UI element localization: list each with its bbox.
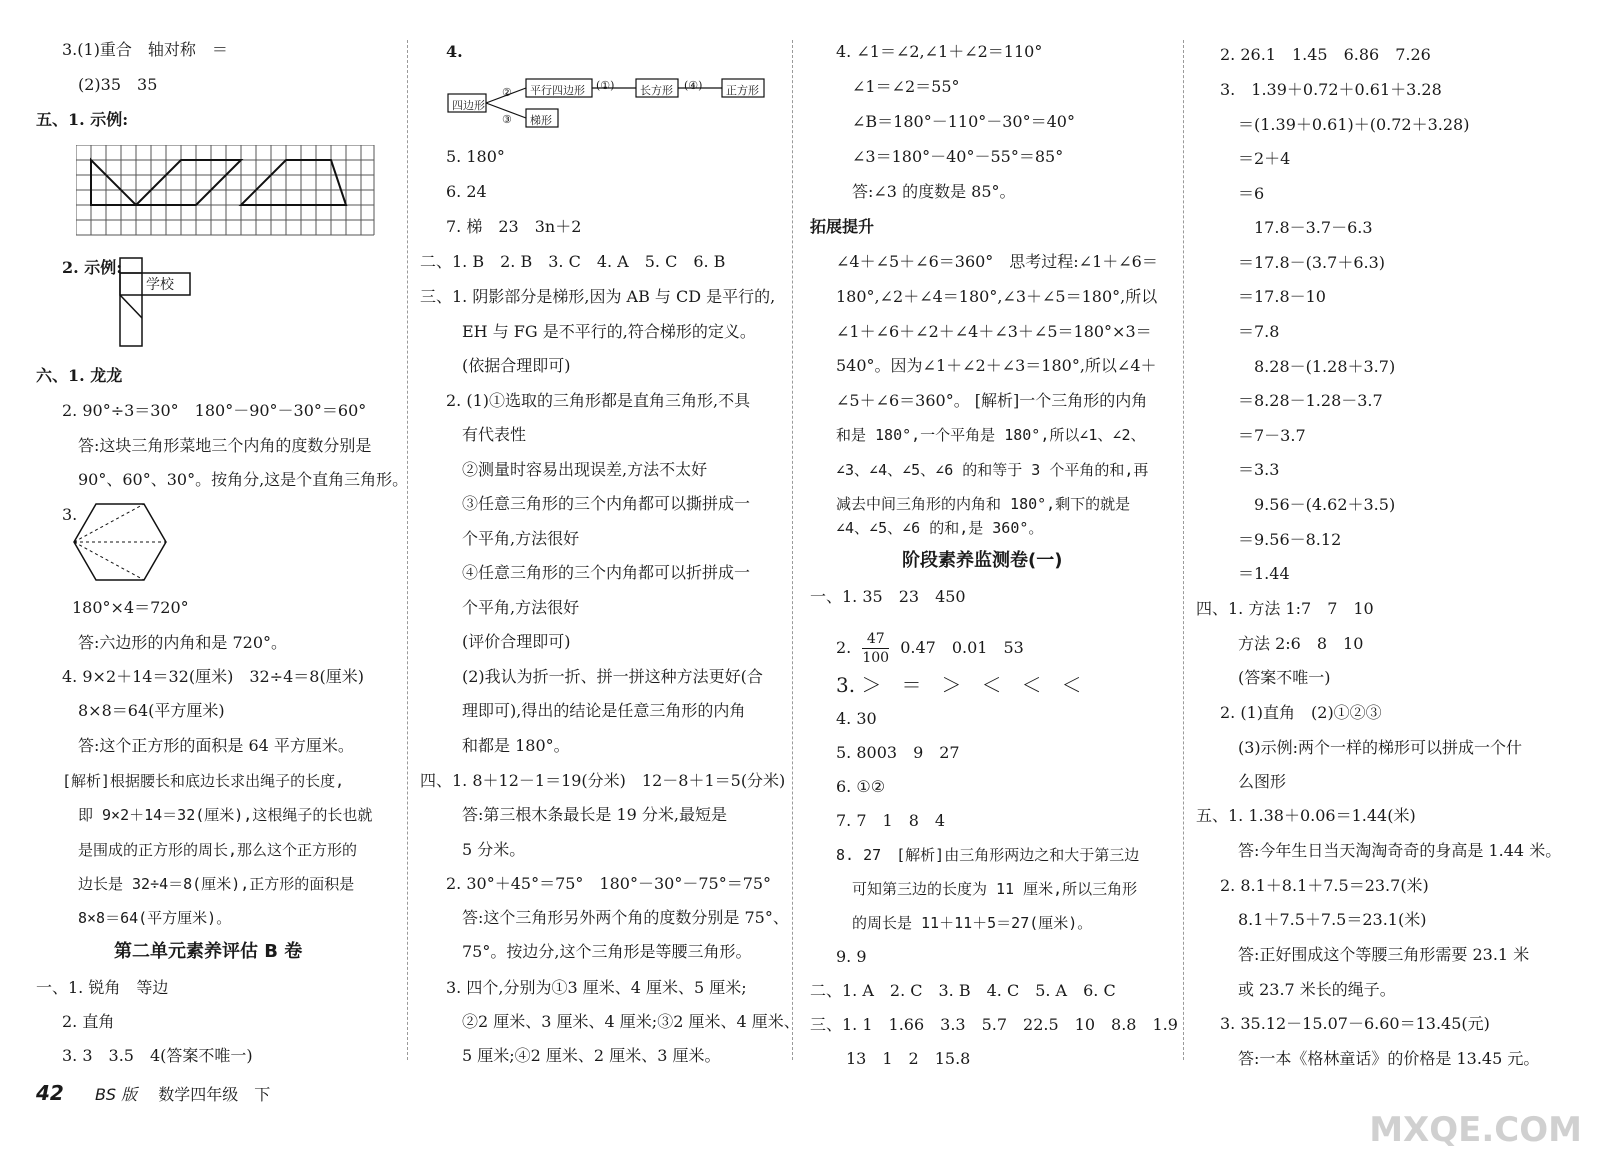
answer-line: 2. 8.1＋8.1＋7.5＝23.7(米)	[1220, 876, 1429, 895]
analysis-line: 8×8＝64(平方厘米)。	[78, 909, 232, 927]
analysis-line: ∠3、∠4、∠5、∠6 的和等于 3 个平角的和,再	[836, 461, 1149, 479]
answer-line: 或 23.7 米长的绳子。	[1238, 980, 1396, 999]
answer-line: ∠B＝180°－110°－30°＝40°	[852, 112, 1075, 131]
answer-line: ②2 厘米、3 厘米、4 厘米;③2 厘米、4 厘米、	[462, 1012, 800, 1031]
answer-line: 有代表性	[462, 425, 527, 444]
analysis-line: 减去中间三角形的内角和 180°,剩下的就是	[836, 495, 1131, 513]
answer-line: (3)示例:两个一样的梯形可以拼成一个什	[1238, 738, 1523, 757]
analysis-line: 边长是 32÷4＝8(厘米),正方形的面积是	[78, 875, 355, 893]
answer-line: 3. 四个,分别为①3 厘米、4 厘米、5 厘米;	[446, 978, 747, 997]
diagram-label: ③	[502, 113, 512, 126]
school-label: 学校	[146, 277, 174, 293]
answer-line: 8.1＋7.5＋7.5＝23.1(米)	[1238, 910, 1427, 929]
analysis-line: 的周长是 11＋11＋5＝27(厘米)。	[852, 914, 1093, 932]
answer-line: (2)我认为折一折、拼一拼这种方法更好(合	[462, 667, 763, 686]
answer-line: ＝17.8－(3.7＋6.3)	[1238, 253, 1386, 272]
answer-line: 2. 30°＋45°＝75° 180°－30°－75°＝75°	[446, 874, 772, 893]
answer-line: ∠1＝∠2＝55°	[852, 77, 960, 96]
diagram-label: 四边形	[452, 99, 485, 112]
answer-line: 2. 90°÷3＝30° 180°－90°－30°＝60°	[62, 401, 367, 420]
item-number: 2.	[836, 638, 852, 657]
analysis-line: 和是 180°,一个平角是 180°,所以∠1、∠2、	[836, 426, 1146, 444]
section-title: 第二单元素养评估 B 卷	[114, 941, 303, 962]
answer-line: 方法 2:6 8 10	[1238, 634, 1364, 653]
answer-line: 5 厘米;④2 厘米、2 厘米、3 厘米。	[462, 1046, 721, 1065]
answer-line: 3.(1)重合 轴对称 ＝	[62, 40, 228, 59]
answer-line: 3. 1.39＋0.72＋0.61＋3.28	[1220, 80, 1442, 99]
answer-line: 答:这个三角形另外两个角的度数分别是 75°、	[462, 908, 789, 927]
answer-line: ④任意三角形的三个内角都可以折拼成一	[462, 563, 751, 582]
answer-line: 90°、60°、30°。按角分,这是个直角三角形。	[78, 470, 409, 489]
grid-figure	[76, 145, 376, 237]
answer-line: ＝7.8	[1238, 322, 1280, 341]
answer-line	[836, 630, 1024, 667]
analysis-line: 可知第三边的长度为 11 厘米,所以三角形	[852, 880, 1138, 898]
answer-line: (2)35 35	[78, 75, 158, 94]
answer-line: 三、1. 阴影部分是梯形,因为 AB 与 CD 是平行的,	[420, 287, 776, 306]
answer-line: (依据合理即可)	[462, 356, 571, 375]
answer-line: 答:这个正方形的面积是 64 平方厘米。	[78, 736, 354, 755]
answer-line: ∠3＝180°－40°－55°＝85°	[852, 147, 1064, 166]
answer-line: 8×8＝64(平方厘米)	[78, 701, 225, 720]
section-line: 六、1. 龙龙	[36, 366, 123, 385]
answer-line: 一、1. 35 23 450	[810, 587, 966, 606]
section-line: 五、1. 示例:	[36, 110, 129, 129]
answer-line: ＝3.3	[1238, 460, 1280, 479]
diagram-label: 梯形	[530, 114, 552, 127]
answer-line: 4. 9×2＋14＝32(厘米) 32÷4＝8(厘米)	[62, 667, 364, 686]
answer-line: 180°×4＝720°	[72, 598, 189, 617]
answer-line: 答:正好围成这个等腰三角形需要 23.1 米	[1238, 945, 1530, 964]
answer-line: ＝(1.39＋0.61)＋(0.72＋3.28)	[1238, 115, 1470, 134]
section-heading: 拓展提升	[810, 217, 875, 236]
answer-line: 3.	[62, 505, 78, 524]
answer-line: 3. 3 3.5 4(答案不唯一)	[62, 1046, 253, 1065]
answer-line: 6. ①②	[836, 777, 886, 796]
answer-line: (答案不唯一)	[1238, 668, 1331, 687]
answer-line: 3. ＞ ＝ ＞ ＜ ＜ ＜	[836, 673, 1082, 697]
answer-line: 答:这块三角形菜地三个内角的度数分别是	[78, 436, 372, 455]
answer-line: 四、1. 8＋12－1＝19(分米) 12－8＋1＝5(分米)	[420, 771, 786, 790]
answer-line: 540°。因为∠1＋∠2＋∠3＝180°,所以∠4＋	[836, 356, 1157, 375]
answer-line: 17.8－3.7－6.3	[1254, 218, 1373, 237]
analysis-line: [解析]根据腰长和底边长求出绳子的长度,	[62, 772, 345, 790]
answer-line: 4. ∠1＝∠2,∠1＋∠2＝110°	[836, 42, 1043, 61]
subject-label: 数学四年级 下	[158, 1085, 271, 1104]
answer-values: 0.47 0.01 53	[900, 638, 1024, 657]
diagram-label: (①)	[596, 79, 615, 92]
answer-line: ＝6	[1238, 184, 1265, 203]
fraction	[862, 630, 889, 667]
analysis-line: 即 9×2＋14＝32(厘米),这根绳子的长也就	[78, 806, 373, 824]
answer-line: 7. 7 1 8 4	[836, 811, 946, 830]
diagram-label: 长方形	[640, 84, 673, 97]
answer-line: 2. (1)①选取的三角形都是直角三角形,不具	[446, 391, 751, 410]
answer-line: ③任意三角形的三个内角都可以撕拼成一	[462, 494, 751, 513]
answer-line: 4.	[446, 42, 463, 61]
page-number: 42	[36, 1081, 64, 1105]
watermark-logo: MXQE.COM	[1369, 1110, 1582, 1150]
answer-line: 一、1. 锐角 等边	[36, 978, 169, 997]
answer-line: 5. 180°	[446, 147, 505, 166]
fraction-denominator: 100	[862, 650, 890, 666]
answer-line: 二、1. A 2. C 3. B 4. C 5. A 6. C	[810, 981, 1116, 1000]
answer-line: 75°。按边分,这个三角形是等腰三角形。	[462, 942, 752, 961]
answer-line: ＝2＋4	[1238, 149, 1291, 168]
column-separator	[1183, 40, 1184, 1060]
answer-line: 2. 26.1 1.45 6.86 7.26	[1220, 45, 1431, 64]
answer-line: ＝8.28－1.28－3.7	[1238, 391, 1383, 410]
diagram-label: 平行四边形	[530, 84, 585, 97]
analysis-line: 是围成的正方形的周长,那么这个正方形的	[78, 841, 358, 859]
answer-line: 9. 9	[836, 947, 867, 966]
answer-line: ∠4＋∠5＋∠6＝360° 思考过程:∠1＋∠6＝	[836, 252, 1158, 271]
answer-line: 3. 35.12－15.07－6.60＝13.45(元)	[1220, 1014, 1490, 1033]
edition-label: BS 版	[94, 1085, 138, 1104]
fraction-numerator: 47	[862, 630, 889, 649]
answer-line: 答:第三根木条最长是 19 分米,最短是	[462, 805, 728, 824]
answer-line: 五、1. 1.38＋0.06＝1.44(米)	[1196, 806, 1416, 825]
answer-line: 4. 30	[836, 709, 877, 728]
answer-line: 个平角,方法很好	[462, 529, 580, 548]
answer-line: ＝1.44	[1238, 564, 1290, 583]
column-separator	[407, 40, 408, 1060]
column-separator	[792, 40, 793, 1060]
diagram-label: ②	[502, 86, 512, 99]
answer-line: 8.28－(1.28＋3.7)	[1254, 357, 1396, 376]
page-footer	[36, 1081, 270, 1105]
diagram-label: (④)	[684, 79, 703, 92]
answer-line: 理即可),得出的结论是任意三角形的内角	[462, 701, 746, 720]
answer-line: ＝7－3.7	[1238, 426, 1306, 445]
hexagon-figure	[72, 502, 168, 582]
answer-line: 5 分米。	[462, 840, 526, 859]
answer-line: 么图形	[1238, 772, 1287, 791]
section-title: 阶段素养监测卷(一)	[902, 550, 1063, 571]
answer-line: (评价合理即可)	[462, 632, 571, 651]
answer-line: ∠1＋∠6＋∠2＋∠4＋∠3＋∠5＝180°×3＝	[836, 322, 1152, 341]
answer-line: 9.56－(4.62＋3.5)	[1254, 495, 1396, 514]
analysis-line: ∠4、∠5、∠6 的和,是 360°。	[836, 519, 1044, 537]
answer-line: 13 1 2 15.8	[846, 1049, 971, 1068]
answer-line: ②测量时容易出现误差,方法不太好	[462, 460, 708, 479]
answer-line: 个平角,方法很好	[462, 598, 580, 617]
answer-line: 答:今年生日当天淘淘奇奇的身高是 1.44 米。	[1238, 841, 1562, 860]
answer-line: ＝17.8－10	[1238, 287, 1326, 306]
answer-line: 2. 直角	[62, 1012, 115, 1031]
answer-line: 2. (1)直角 (2)①②③	[1220, 703, 1382, 722]
answer-line: 答:∠3 的度数是 85°。	[852, 182, 1016, 201]
answer-line: 四、1. 方法 1:7 7 10	[1196, 599, 1374, 618]
answer-line: ＝9.56－8.12	[1238, 530, 1342, 549]
answer-line: 和都是 180°。	[462, 736, 570, 755]
answer-line: 6. 24	[446, 182, 487, 201]
answer-line: 答:一本《格林童话》的价格是 13.45 元。	[1238, 1049, 1540, 1068]
diagram-label: 正方形	[726, 84, 759, 97]
answer-line: 2. 示例:	[62, 258, 123, 277]
answer-line: 答:六边形的内角和是 720°。	[78, 633, 288, 652]
answer-line: 7. 梯 23 3n＋2	[446, 217, 582, 236]
answer-line: ∠5＋∠6＝360°。 [解析]一个三角形的内角	[836, 391, 1148, 410]
answer-line: 5. 8003 9 27	[836, 743, 960, 762]
school-figure	[118, 256, 198, 351]
answer-line: 180°,∠2＋∠4＝180°,∠3＋∠5＝180°,所以	[836, 287, 1158, 306]
answer-line: 三、1. 1 1.66 3.3 5.7 22.5 10 8.8 1.9	[810, 1015, 1178, 1034]
analysis-line: 8. 27 [解析]由三角形两边之和大于第三边	[836, 846, 1140, 864]
answer-line: 二、1. B 2. B 3. C 4. A 5. C 6. B	[420, 252, 726, 271]
answer-line: EH 与 FG 是不平行的,符合梯形的定义。	[462, 322, 756, 341]
